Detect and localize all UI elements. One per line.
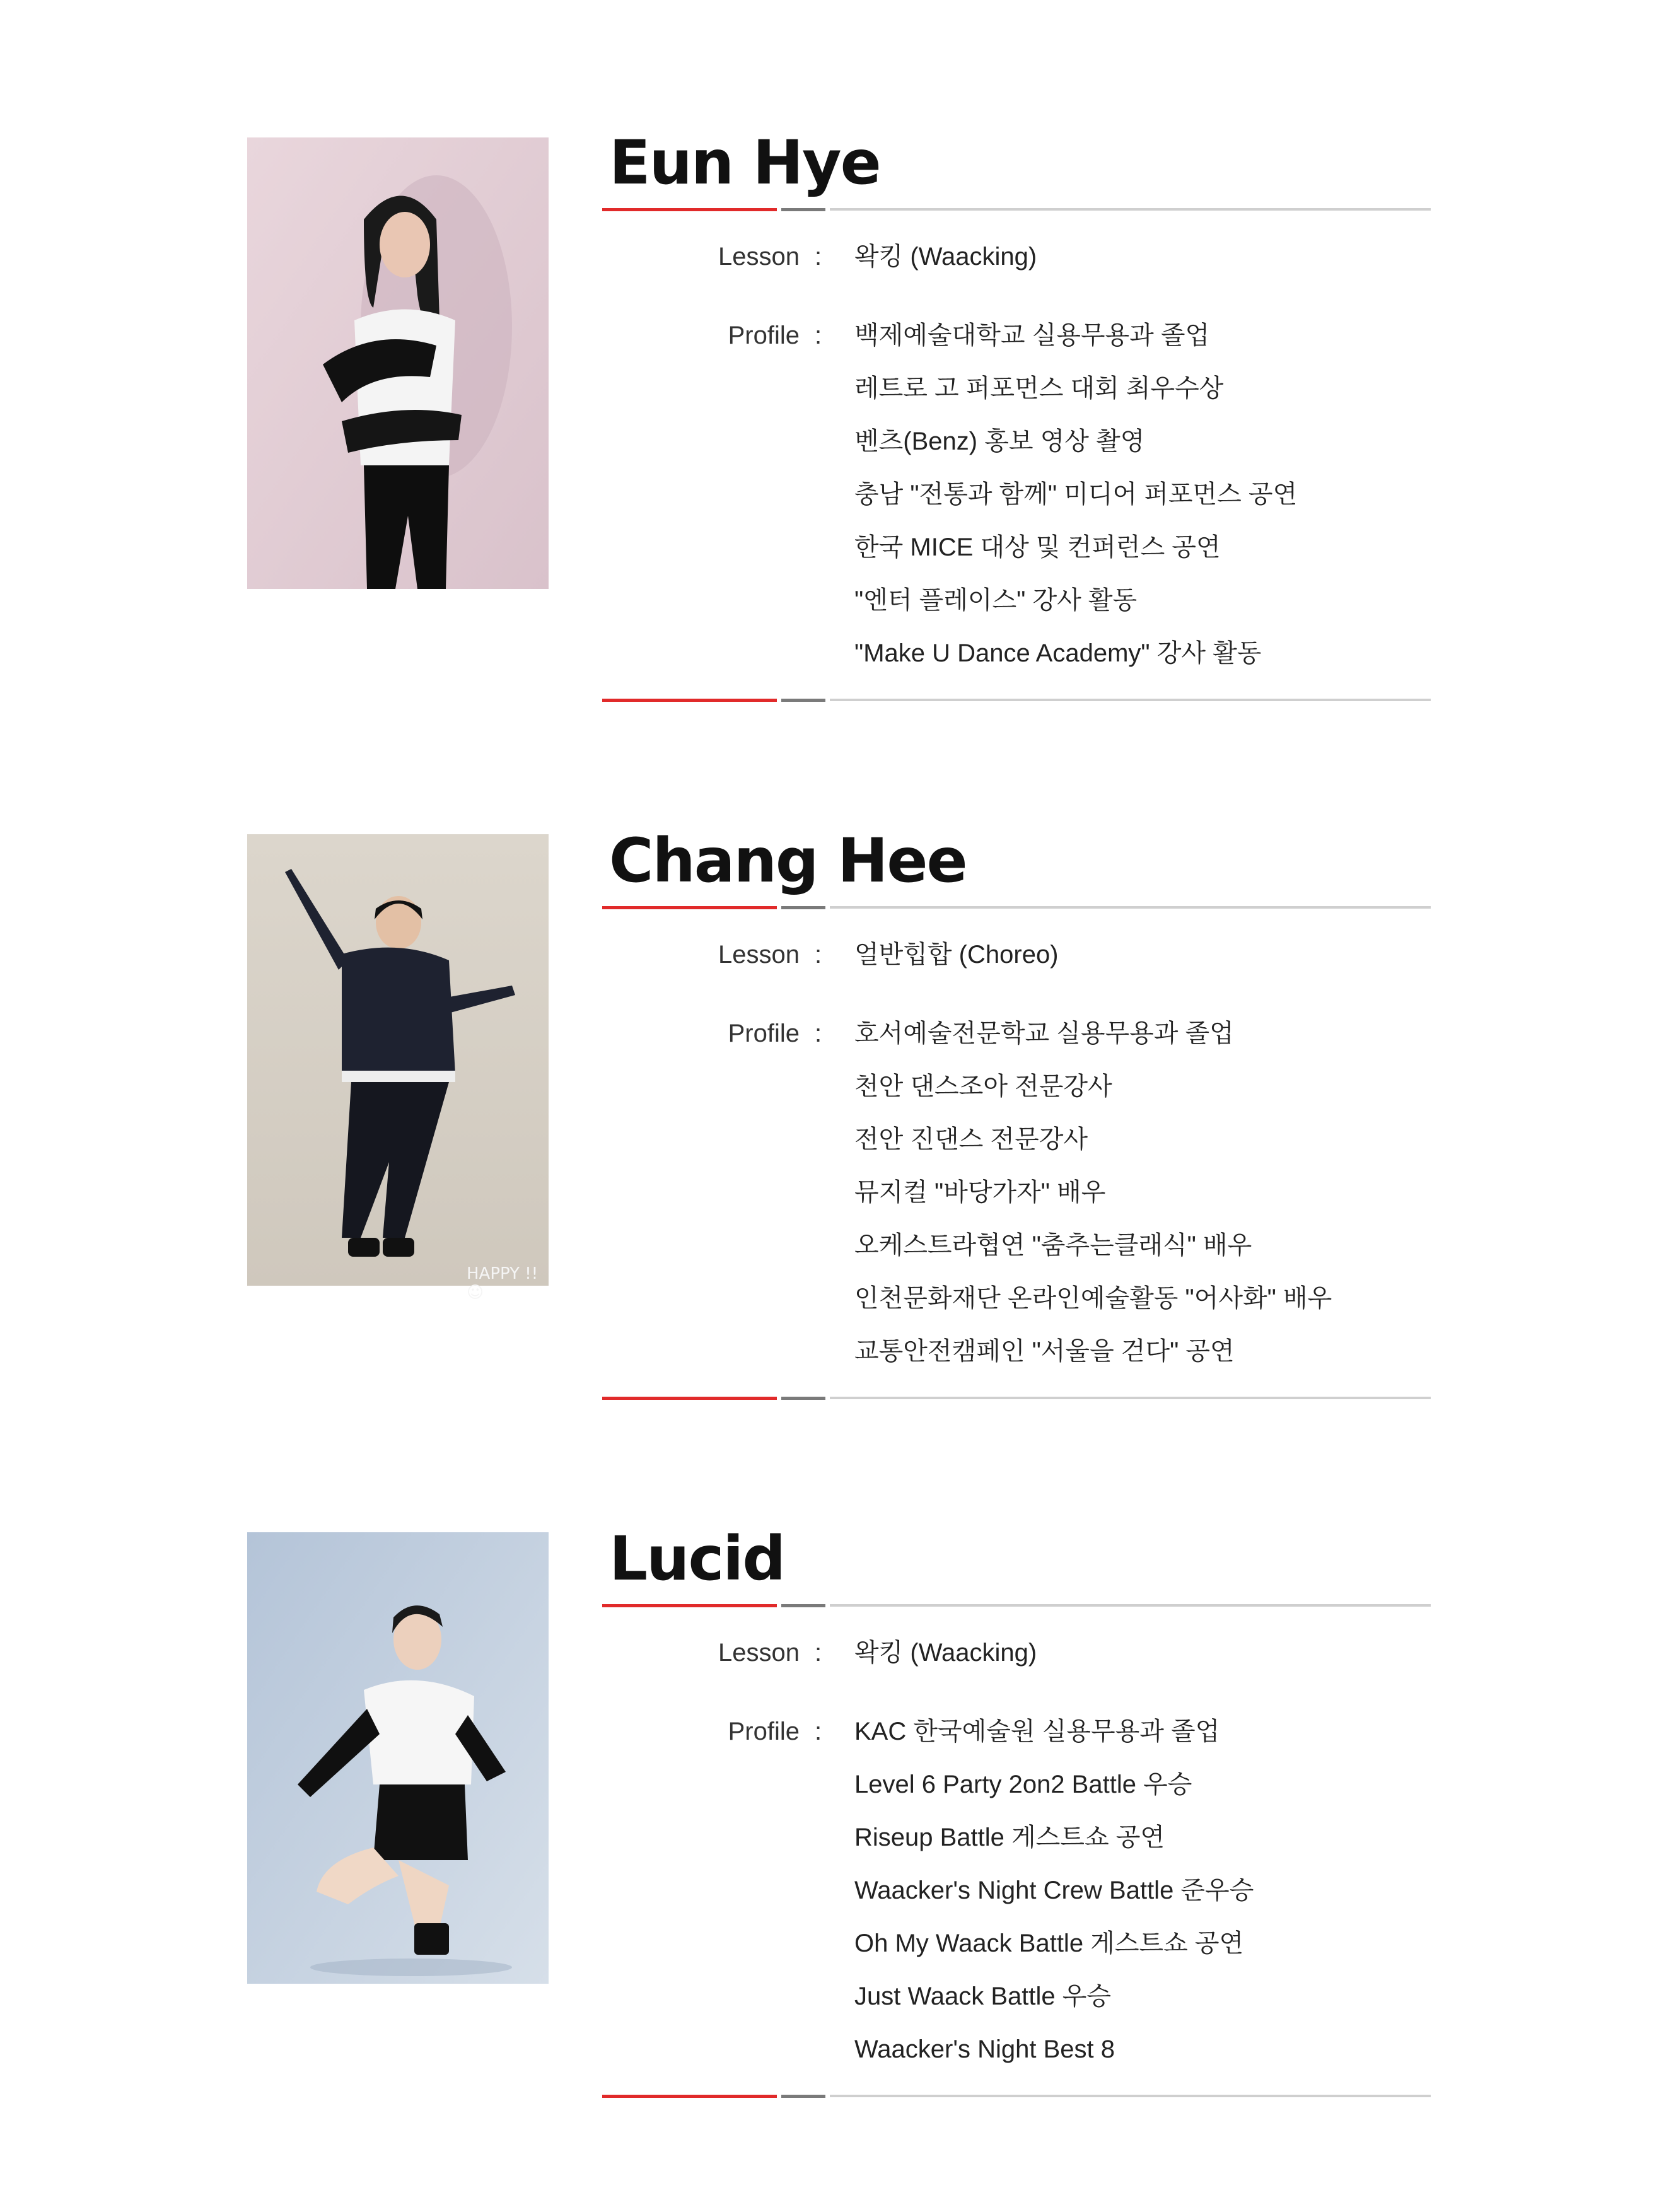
profile-item: 뮤지컬 "바당가자" 배우 (854, 1179, 1106, 1206)
profile-item: 충남 "전통과 함께" 미디어 퍼포먼스 공연 (854, 480, 1298, 508)
divider-line (830, 208, 1431, 211)
profile-item: 백제예술대학교 실용무용과 졸업 (854, 322, 1210, 349)
section-divider-bottom (602, 699, 1431, 701)
lesson-label: Lesson (718, 941, 800, 969)
divider-accent (602, 208, 777, 211)
divider-accent (602, 2095, 777, 2098)
divider-line (830, 906, 1431, 909)
section-divider-top (602, 906, 1431, 909)
photo-chang-hee (247, 834, 549, 1286)
profile-item: "엔터 플레이스" 강사 활동 (854, 586, 1138, 614)
profile-label: Profile (728, 322, 800, 349)
profile-item: "Make U Dance Academy" 강사 활동 (854, 639, 1262, 667)
divider-mid (781, 2095, 825, 2098)
divider-mid (781, 699, 825, 702)
lesson-label: Lesson (718, 243, 800, 271)
divider-mid (781, 906, 825, 909)
profile-colon: : (815, 1020, 822, 1047)
photo-lucid (247, 1532, 549, 1984)
lesson-value: 왁킹 (Waacking) (854, 243, 1037, 271)
profile-label: Profile (728, 1718, 800, 1745)
divider-line (830, 699, 1431, 701)
profile-item: Level 6 Party 2on2 Battle 우승 (854, 1771, 1192, 1798)
profile-item: Just Waack Battle 우승 (854, 1982, 1112, 2010)
instructor-name: Lucid (609, 1523, 785, 1594)
instructor-photo (247, 1532, 549, 1984)
profile-item: 전안 진댄스 전문강사 (854, 1126, 1088, 1153)
divider-accent (602, 699, 777, 702)
divider-mid (781, 1604, 825, 1607)
profile-label: Profile (728, 1020, 800, 1047)
profile-item: 인천문화재단 온라인예술활동 "어사화" 배우 (854, 1284, 1332, 1312)
lesson-colon: : (815, 1639, 822, 1667)
photo-caption: HAPPY !! ☺ (467, 1264, 538, 1302)
instructor-name: Chang Hee (609, 825, 967, 896)
profile-colon: : (815, 1718, 822, 1745)
photo-eun-hye (247, 137, 549, 589)
lesson-value: 얼반힙합 (Choreo) (854, 941, 1059, 969)
profile-item: Oh My Waack Battle 게스트쇼 공연 (854, 1930, 1244, 1957)
lesson-label: Lesson (718, 1639, 800, 1667)
divider-line (830, 2095, 1431, 2097)
profile-colon: : (815, 322, 822, 349)
profile-item: 벤츠(Benz) 홍보 영상 촬영 (854, 428, 1145, 455)
section-divider-bottom (602, 2095, 1431, 2097)
section-divider-bottom (602, 1397, 1431, 1399)
section-divider-top (602, 1604, 1431, 1607)
profile-item: Waacker's Night Crew Battle 준우승 (854, 1877, 1254, 1904)
divider-accent (602, 1604, 777, 1607)
divider-line (830, 1604, 1431, 1607)
profile-item: 천안 댄스조아 전문강사 (854, 1073, 1112, 1100)
profile-item: Riseup Battle 게스트쇼 공연 (854, 1824, 1165, 1851)
profile-item: 레트로 고 퍼포먼스 대회 최우수상 (854, 375, 1224, 402)
lesson-value: 왁킹 (Waacking) (854, 1639, 1037, 1667)
profile-item: 한국 MICE 대상 및 컨퍼런스 공연 (854, 533, 1221, 561)
lesson-colon: : (815, 941, 822, 969)
divider-accent (602, 1397, 777, 1400)
instructor-photo (247, 834, 549, 1302)
divider-mid (781, 1397, 825, 1400)
profile-item: 교통안전캠페인 "서울을 걷다" 공연 (854, 1337, 1235, 1365)
divider-mid (781, 208, 825, 211)
section-divider-top (602, 208, 1431, 211)
profile-item: Waacker's Night Best 8 (854, 2035, 1115, 2063)
lesson-colon: : (815, 243, 822, 271)
profile-item: 오케스트라협연 "춤추는클래식" 배우 (854, 1231, 1252, 1259)
divider-accent (602, 906, 777, 909)
divider-line (830, 1397, 1431, 1399)
profile-item: KAC 한국예술원 실용무용과 졸업 (854, 1718, 1220, 1745)
instructor-name: Eun Hye (609, 127, 880, 198)
profile-item: 호서예술전문학교 실용무용과 졸업 (854, 1020, 1234, 1047)
instructor-photo (247, 137, 549, 589)
